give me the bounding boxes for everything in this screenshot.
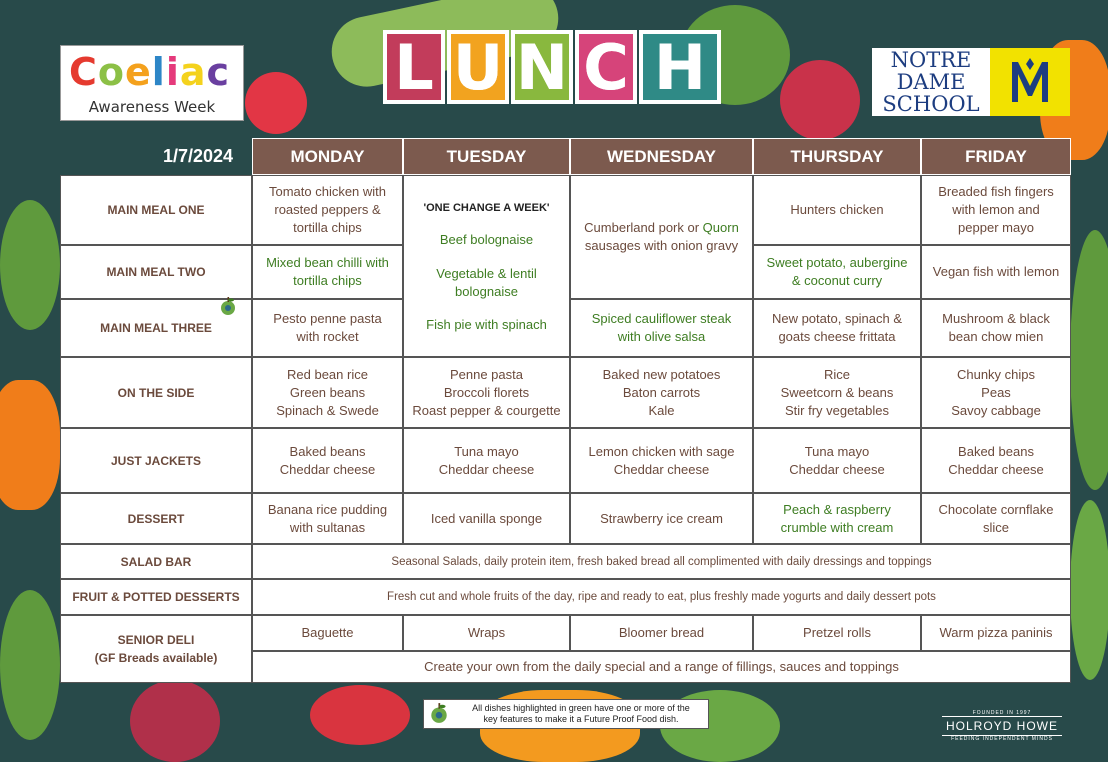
thursday-main-one: Hunters chicken <box>753 175 921 245</box>
dish-line: with sultanas <box>289 519 366 535</box>
strawberry-decoration <box>780 60 860 140</box>
row-label-fruit: FRUIT & POTTED DESSERTS <box>60 579 252 615</box>
row-label-jackets: JUST JACKETS <box>60 428 252 493</box>
dish-line: tortilla chips <box>293 220 362 235</box>
pepper-decoration-left <box>0 380 60 510</box>
row-label-main-two: MAIN MEAL TWO <box>60 245 252 299</box>
monday-side <box>252 357 403 428</box>
monday-deli: Baguette <box>252 615 403 651</box>
dish-line: Kale <box>648 402 675 418</box>
school-name-line: NOTRE <box>890 48 972 72</box>
day-header-monday: MONDAY <box>252 138 403 175</box>
dish-line: Penne pasta <box>449 366 523 382</box>
school-name <box>872 48 990 116</box>
dish-line: Sweet potato, aubergine <box>766 255 908 270</box>
dish-line: Banana rice pudding <box>267 501 388 517</box>
leaf-decoration-right <box>1070 230 1108 490</box>
monday-main-two <box>252 245 403 299</box>
monday-main-three <box>252 299 403 357</box>
dish-line: Tuna mayo <box>804 443 870 459</box>
note-text <box>454 703 708 725</box>
coeliac-logo-word <box>69 50 230 94</box>
dish-line: Tuna mayo <box>454 443 519 459</box>
wednesday-deli: Bloomer bread <box>570 615 753 651</box>
title-letter: L <box>383 30 445 104</box>
wednesday-side <box>570 357 753 428</box>
dish-line: Rice <box>823 366 850 382</box>
dish-line: with lemon and <box>952 202 1040 217</box>
monday-jackets <box>252 428 403 493</box>
logo-letter: e <box>125 50 152 94</box>
dish-line: bean chow mien <box>948 329 1044 344</box>
dish-line: Mushroom & black <box>942 311 1050 326</box>
dish-line: Fish pie with spinach <box>426 316 547 332</box>
coeliac-awareness-logo <box>60 45 244 121</box>
thursday-main-two <box>753 245 921 299</box>
dish-line: bolognaise <box>455 283 518 299</box>
logo-letter: i <box>165 50 180 94</box>
dish-line: Green beans <box>289 384 366 400</box>
dish-line: Chocolate cornflake <box>938 501 1054 517</box>
dish-line: Spiced cauliflower steak <box>591 311 732 326</box>
row-label-side: ON THE SIDE <box>60 357 252 428</box>
tuesday-deli: Wraps <box>403 615 570 651</box>
brand-founded: FOUNDED IN 1997 <box>972 710 1032 716</box>
deli-text: Create your own from the daily special and a range of fillings, sauces and toppings <box>252 651 1071 683</box>
lunch-title <box>383 30 723 110</box>
dish-line: Spinach & Swede <box>276 402 379 418</box>
holroyd-howe-logo <box>942 710 1062 742</box>
dish-line: tortilla chips <box>293 273 362 288</box>
future-proof-note <box>423 699 709 729</box>
salad-bar-text: Seasonal Salads, daily protein item, fresh baked bread all complimented with daily dressings and toppings <box>252 544 1071 579</box>
row-label-dessert: DESSERT <box>60 493 252 544</box>
dish-line: Peas <box>981 384 1011 400</box>
row-label-main-three: MAIN MEAL THREE <box>60 299 252 357</box>
dish-text: Cumberland pork or <box>584 220 703 235</box>
thursday-side <box>753 357 921 428</box>
dish-line: New potato, spinach & <box>771 311 903 326</box>
dish-line: Baton carrots <box>622 384 701 400</box>
wednesday-main-one-two <box>570 175 753 299</box>
dish-line: Cheddar cheese <box>948 461 1044 477</box>
dish-line: Vegetable & lentil <box>436 265 537 281</box>
monday-main-one <box>252 175 403 245</box>
monday-dessert <box>252 493 403 544</box>
fruit-desserts-text: Fresh cut and whole fruits of the day, ripe and ready to eat, plus freshly made yogurts and daily dessert pots <box>252 579 1071 615</box>
dish-line: Chunky chips <box>956 366 1036 382</box>
dish-line: Lemon chicken with sage <box>588 443 735 459</box>
dish-line: Breaded fish fingers <box>938 184 1054 199</box>
deli-label-line: SENIOR DELI <box>117 633 195 647</box>
dish-line: Mixed bean chilli with <box>266 255 389 270</box>
logo-letter: l <box>151 50 166 94</box>
logo-letter: C <box>69 50 98 94</box>
row-label-salad: SALAD BAR <box>60 544 252 579</box>
dish-line: crumble with cream <box>780 519 894 535</box>
brand-tagline: FEEDING INDEPENDENT MINDS <box>951 736 1053 742</box>
dish-line: goats cheese frittata <box>778 329 896 344</box>
deli-label-line: (GF Breads available) <box>94 651 218 665</box>
logo-letter: a <box>179 50 207 94</box>
dish-line: Sweetcorn & beans <box>780 384 894 400</box>
dish-line: Stir fry vegetables <box>784 402 890 418</box>
row-label-deli <box>60 615 252 683</box>
note-line: All dishes highlighted in green have one or more of the <box>472 703 690 713</box>
dish-line: sausages with onion gravy <box>584 238 739 253</box>
apple-icon <box>219 296 237 320</box>
brand-name: HOLROYD HOWE <box>942 716 1062 736</box>
dish-line: Roast pepper & courgette <box>412 402 561 418</box>
dish-line <box>584 219 739 237</box>
day-header-thursday: THURSDAY <box>753 138 921 175</box>
dish-line: Tomato chicken with <box>268 184 387 199</box>
friday-side <box>921 357 1071 428</box>
strawberry-decoration-bottom <box>310 685 410 745</box>
dish-line: Beef bolognaise <box>439 231 534 247</box>
dish-line: slice <box>982 519 1009 535</box>
dish-line: Peach & raspberry <box>783 501 891 517</box>
friday-main-two: Vegan fish with lemon <box>921 245 1071 299</box>
dish-line: Red bean rice <box>287 366 368 382</box>
school-name-line: DAME <box>896 70 966 94</box>
dish-line: pepper mayo <box>958 220 1034 235</box>
friday-main-three <box>921 299 1071 357</box>
dish-line: Cheddar cheese <box>279 461 376 477</box>
menu-grid <box>60 138 1071 683</box>
dish-line: with rocket <box>296 329 359 344</box>
thursday-deli: Pretzel rolls <box>753 615 921 651</box>
notre-dame-school-logo <box>872 48 1070 116</box>
crest-icon <box>990 48 1070 116</box>
title-letter: H <box>639 30 721 104</box>
friday-main-one <box>921 175 1071 245</box>
title-letter: C <box>575 30 637 104</box>
logo-letter: o <box>97 50 125 94</box>
leaf-decoration-bottom-right <box>1070 500 1108 680</box>
school-name-line: SCHOOL <box>882 92 980 116</box>
wednesday-jackets <box>570 428 753 493</box>
day-header-wednesday: WEDNESDAY <box>570 138 753 175</box>
friday-deli: Warm pizza paninis <box>921 615 1071 651</box>
tuesday-dessert: Iced vanilla sponge <box>403 493 570 544</box>
dish-line: roasted peppers & <box>274 202 381 217</box>
dish-line: Cheddar cheese <box>613 461 710 477</box>
dish-text-green: Quorn <box>702 220 739 235</box>
dish-line: Cheddar cheese <box>789 461 885 477</box>
dish-line: Baked beans <box>289 443 366 459</box>
coeliac-logo-subtitle: Awareness Week <box>88 98 216 116</box>
logo-letter: c <box>206 50 231 94</box>
thursday-main-three <box>753 299 921 357</box>
dish-line: Broccoli florets <box>443 384 530 400</box>
apple-icon <box>424 702 454 727</box>
thursday-jackets <box>753 428 921 493</box>
dish-line: Savoy cabbage <box>951 402 1041 418</box>
leaf-decoration-bottom-left <box>0 590 60 740</box>
dish-line: Baked new potatoes <box>602 366 721 382</box>
day-header-tuesday: TUESDAY <box>403 138 570 175</box>
radish-decoration <box>130 680 220 762</box>
thursday-dessert <box>753 493 921 544</box>
dish-line: & coconut curry <box>791 273 883 288</box>
dish-line: Baked beans <box>958 443 1034 459</box>
title-letter: U <box>447 30 509 104</box>
dish-line: Cheddar cheese <box>438 461 535 477</box>
friday-dessert <box>921 493 1071 544</box>
row-label-main-one: MAIN MEAL ONE <box>60 175 252 245</box>
tuesday-main-meals <box>403 175 570 357</box>
note-line: key features to make it a Future Proof Food dish. <box>483 714 679 724</box>
title-letter: N <box>511 30 573 104</box>
wednesday-main-three <box>570 299 753 357</box>
cherry-decoration <box>245 72 307 134</box>
friday-jackets <box>921 428 1071 493</box>
wednesday-dessert: Strawberry ice cream <box>570 493 753 544</box>
dish-line: with olive salsa <box>617 329 706 344</box>
tuesday-side <box>403 357 570 428</box>
leaf-decoration-left <box>0 200 60 330</box>
menu-date: 1/7/2024 <box>163 146 234 166</box>
day-header-friday: FRIDAY <box>921 138 1071 175</box>
one-change-label: 'ONE CHANGE A WEEK' <box>423 201 550 214</box>
dish-line: Pesto penne pasta <box>273 311 382 326</box>
tuesday-jackets <box>403 428 570 493</box>
